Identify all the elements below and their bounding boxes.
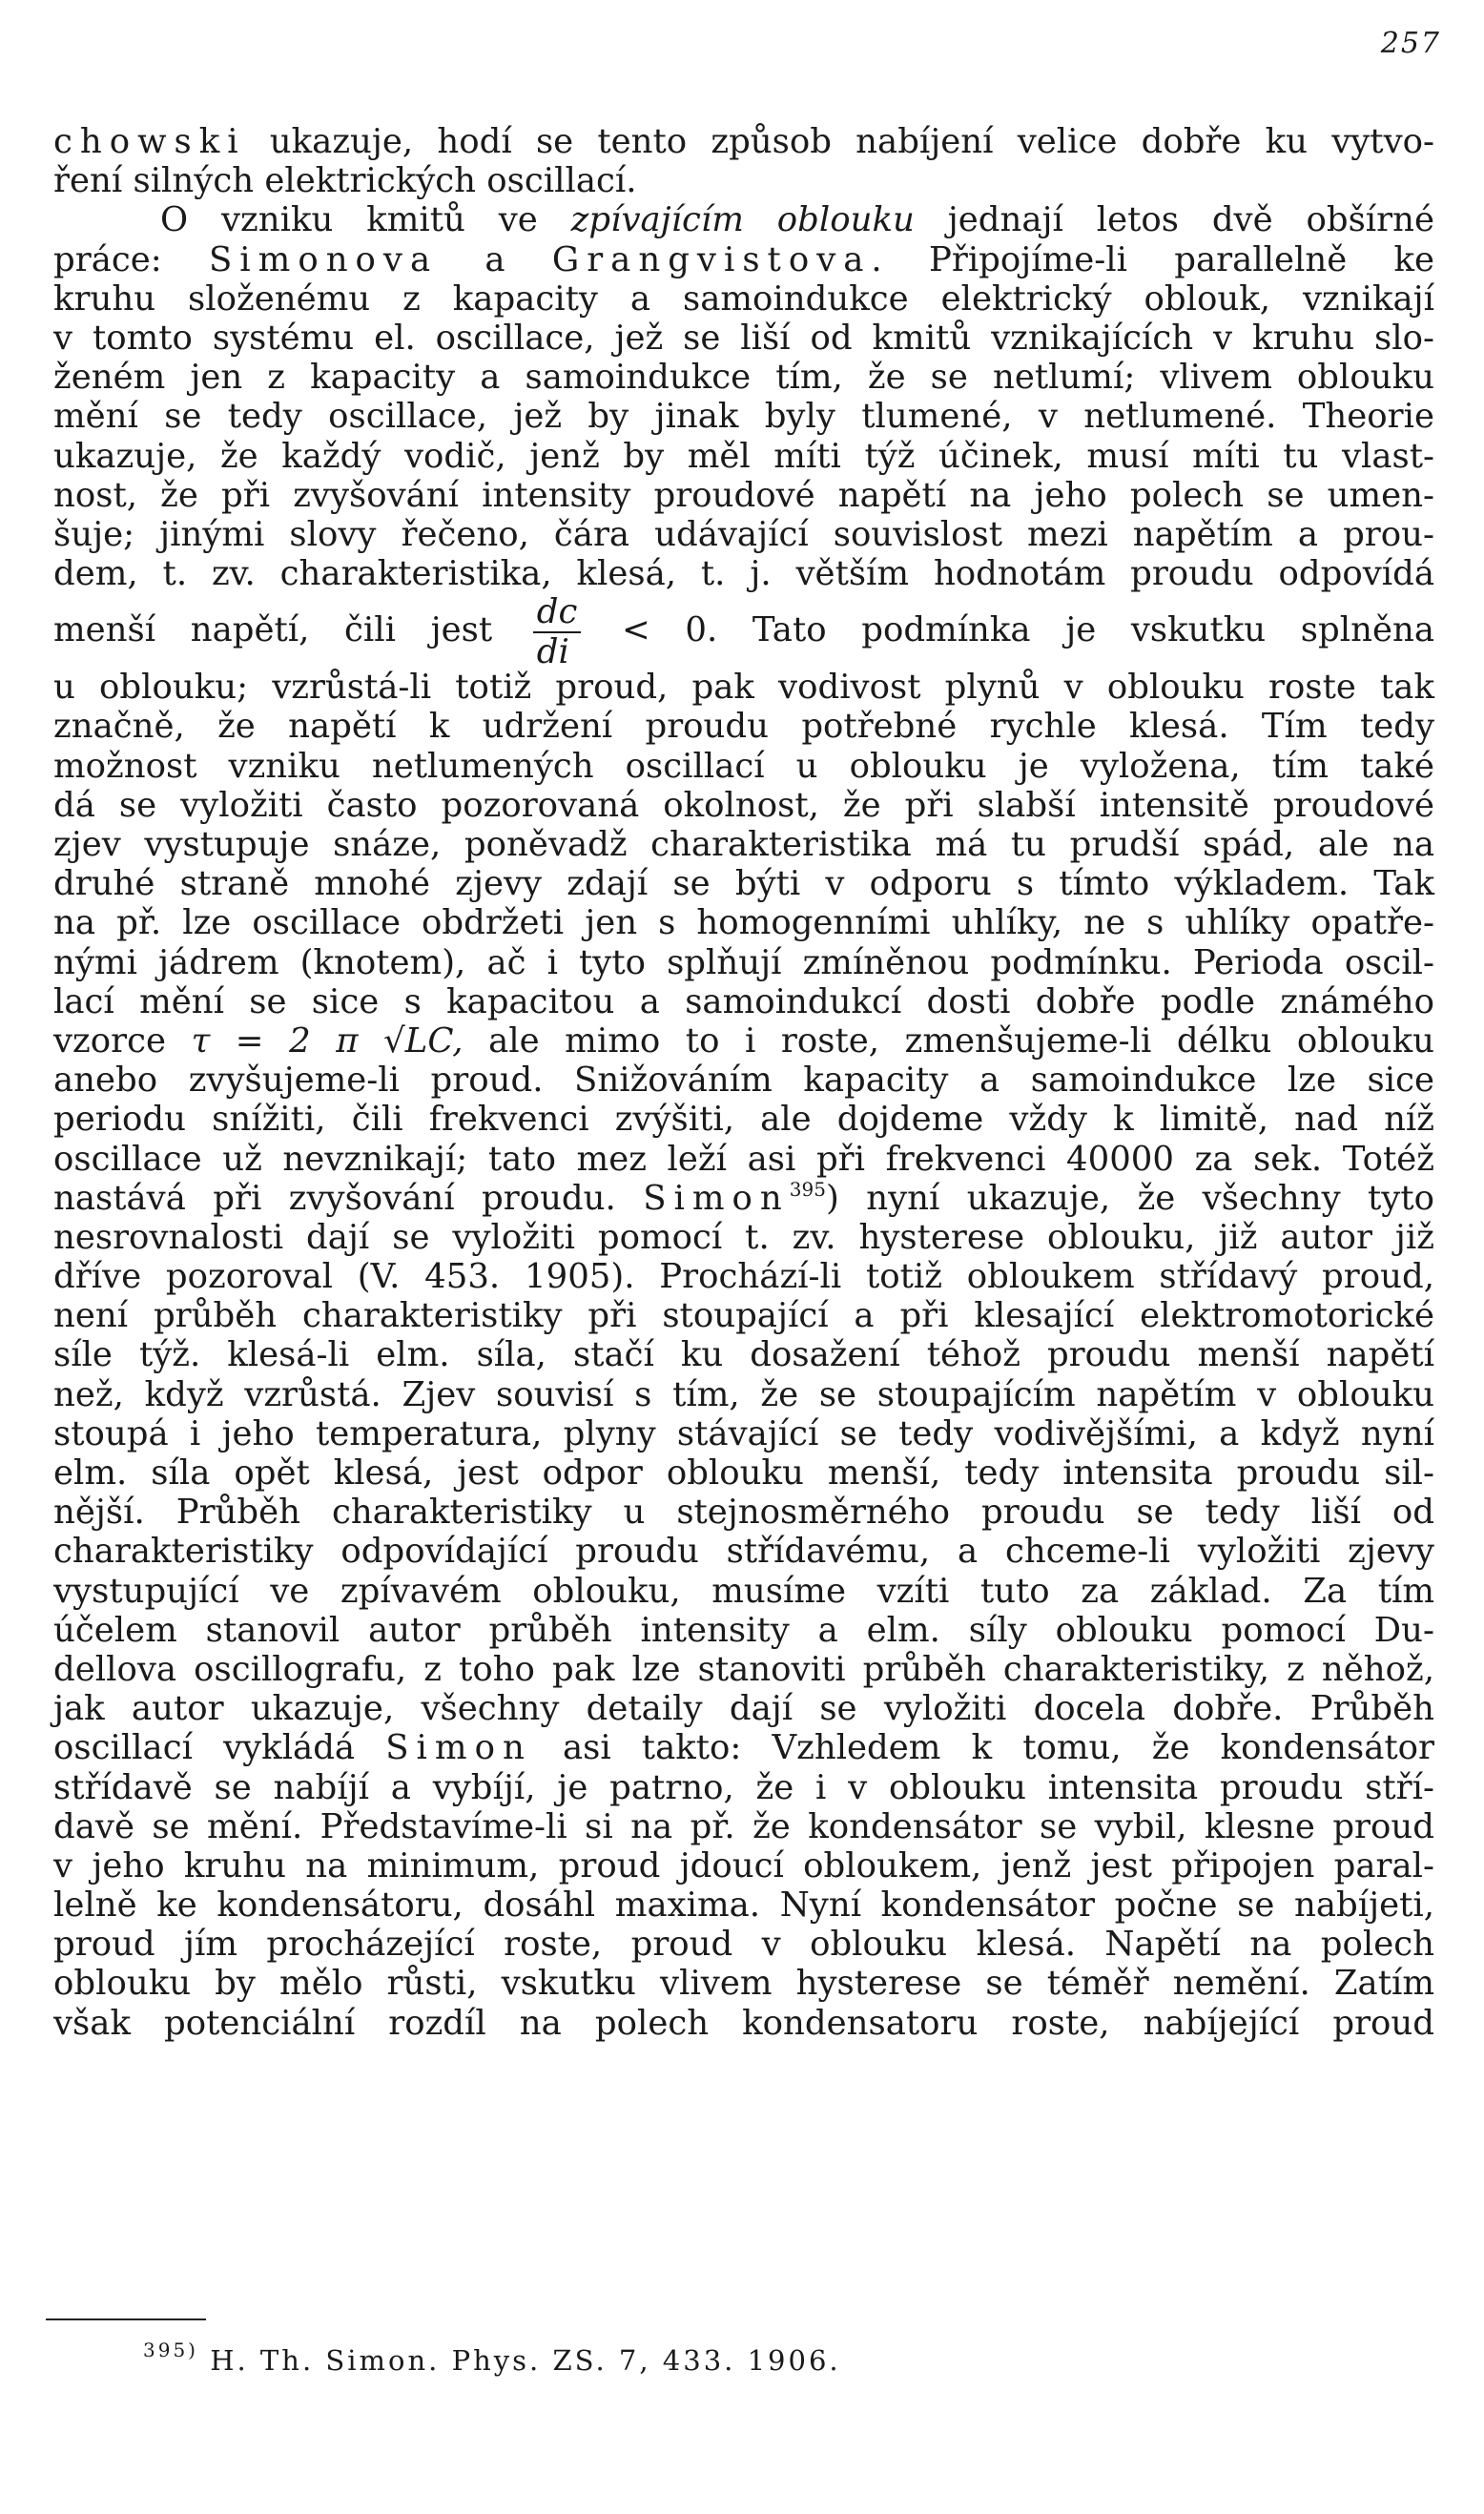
text-line: ukazuje, že každý vodič, jenž by měl míti týž účinek, musí míti tu vlast- — [53, 436, 1434, 476]
italic-term: zpívajícím oblouku — [570, 200, 915, 240]
text-line: střídavě se nabíjí a vybíjí, je patrno, že i v oblouku intensita proudu stří- — [53, 1767, 1434, 1807]
text-line: druhé straně mnohé zjevy zdají se býti v odporu s tímto výkladem. Tak — [53, 864, 1434, 904]
text-line: proud jím procházející roste, proud v oblouku klesá. Napětí na polech — [53, 1925, 1434, 1965]
text-line: oscillací vykládá Simon asi takto: Vzhledem k tomu, že kondensátor — [53, 1728, 1434, 1768]
text-line: charakteristiky odpovídající proudu střídavému, a chceme-li vyložiti zjevy — [53, 1532, 1434, 1572]
text-line-with-fraction: menší napětí, čili jest $\frac{dc}{di}$ < 0. Tato podmínka je vskutku splněna — [53, 592, 1434, 671]
footnote-marker: 395) — [143, 2339, 198, 2361]
text-line: v jeho kruhu na minimum, proud jdoucí obloukem, jenž jest připojen paral- — [53, 1845, 1434, 1886]
text-line: anebo zvyšujeme-li proud. Snižováním kapacity a samoindukce lze sice — [53, 1061, 1434, 1101]
text-line: síle týž. klesá-li elm. síla, stačí ku dosažení téhož proudu menší napětí — [53, 1335, 1434, 1375]
text-line: stoupá i jeho temperatura, plyny stávající se tedy vodivějšími, a když nyní — [53, 1413, 1434, 1453]
fraction-dc-di: $\frac{dc}{di}$ — [533, 595, 582, 669]
text-line: lací mění se sice s kapacitou a samoindukcí dosti dobře podle známého — [53, 981, 1434, 1021]
text-line: nější. Průběh charakteristiky u stejnosměrného proudu se tedy liší od — [53, 1493, 1434, 1533]
text-line: práce: Simonova a Grangvistova. Připojíme-li parallelně ke — [53, 239, 1435, 279]
footnote-text: H. Th. Simon. Phys. ZS. 7, 433. 1906. — [210, 2344, 841, 2377]
text-line: davě se mění. Představíme-li si na př. že kondensátor se vybil, klesne proud — [53, 1806, 1434, 1846]
text-line: lelně ke kondensátoru, dosáhl maxima. Nyní kondensátor počne se nabíjeti, — [53, 1886, 1434, 1926]
text-line: mění se tedy oscillace, jež by jinak byly tlumené, v netlumené. Theorie — [53, 397, 1434, 437]
period-formula: τ = 2 π √LC, — [191, 1020, 464, 1061]
body-text — [53, 122, 1434, 2043]
text-line: jak autor ukazuje, všechny detaily dají se vyložiti docela dobře. Průběh — [53, 1689, 1434, 1729]
text-line: ženém jen z kapacity a samoindukce tím, že se netlumí; vlivem oblouku — [53, 358, 1434, 398]
text-line: kruhu složenému z kapacity a samoindukce elektrický oblouk, vznikají — [53, 278, 1434, 319]
text-line: nost, že při zvyšování intensity proudové napětí na jeho polech se umen- — [53, 475, 1434, 515]
text-line: O vzniku kmitů ve zpívajícím oblouku jednají letos dvě obšírné — [160, 200, 1434, 240]
text-line-with-formula: vzorce τ = 2 π √LC, ale mimo to i roste, zmenšujeme-li délku oblouku — [53, 1020, 1434, 1061]
text-line: není průběh charakteristiky při stoupající a při klesající elektromotorické — [53, 1296, 1434, 1336]
text-line: zjev vystupuje snáze, poněvadž charakteristika má tu prudší spád, ale na — [53, 825, 1434, 864]
text-line: u oblouku; vzrůstá-li totiž proud, pak vodivost plynů v oblouku roste tak — [53, 668, 1434, 708]
text-line: dříve pozoroval (V. 453. 1905). Prochází-li totiž obloukem střídavý proud, — [53, 1257, 1434, 1297]
text-line: nastává při zvyšování proudu. Simon$^{395}$) nyní ukazuje, že všechny tyto — [53, 1177, 1434, 1218]
text-line: dá se vyložiti často pozorovaná okolnost, že při slabší intensitě proudové — [53, 785, 1434, 825]
text-line: dellova oscillografu, z toho pak lze stanoviti průběh charakteristiky, z něhož, — [53, 1649, 1434, 1689]
text-line: nými jádrem (knotem), ač i tyto splňují zmíněnou podmínku. Perioda oscil- — [53, 942, 1434, 982]
text-line: účelem stanovil autor průběh intensity a elm. síly oblouku pomocí Du- — [53, 1610, 1434, 1650]
text-line: dem, t. zv. charakteristika, klesá, t. j. větším hodnotám proudu odpovídá — [53, 554, 1434, 594]
text-line: však potenciální rozdíl na polech kondensatoru roste, nabíjející proud — [53, 2003, 1434, 2043]
text-line: ření silných elektrických oscillací. — [53, 161, 637, 201]
text-line: periodu snížiti, čili frekvenci zvýšiti, ale dojdeme vždy k limitě, nad níž — [53, 1100, 1434, 1140]
text-line: oscillace už nevznikají; tato mez leží asi při frekvenci 40000 za sek. Totéž — [53, 1139, 1434, 1179]
text-line: než, když vzrůstá. Zjev souvisí s tím, že se stoupajícím napětím v oblouku — [53, 1374, 1434, 1414]
text-line: chowski ukazuje, hodí se tento způsob nabíjení velice dobře ku vytvo- — [53, 122, 1434, 161]
footnote-ref: 395 — [789, 1177, 826, 1201]
text-line: vystupující ve zpívavém oblouku, musíme vzíti tuto za základ. Za tím — [53, 1571, 1434, 1611]
footnote-divider — [46, 2318, 206, 2320]
text-line: v tomto systému el. oscillace, jež se liší od kmitů vznikajících v kruhu slo- — [53, 318, 1434, 358]
text-line: značně, že napětí k udržení proudu potřebné rychle klesá. Tím tedy — [53, 707, 1434, 747]
text-line: nesrovnalosti dají se vyložiti pomocí t. zv. hysterese oblouku, již autor již — [53, 1217, 1434, 1257]
footnote — [143, 2339, 841, 2377]
text-line: šuje; jinými slovy řečeno, čára udávající souvislost mezi napětím a prou- — [53, 514, 1434, 554]
text-line: oblouku by mělo růsti, vskutku vlivem hysterese se téměř nemění. Zatím — [53, 1964, 1434, 2004]
text-line: elm. síla opět klesá, jest odpor oblouku menší, tedy intensita proudu sil- — [53, 1453, 1434, 1493]
page-number: 257 — [1380, 27, 1441, 60]
text-line: na př. lze oscillace obdržeti jen s homogenními uhlíky, ne s uhlíky opatře- — [53, 903, 1434, 943]
text-line: možnost vzniku netlumených oscillací u oblouku je vyložena, tím také — [53, 746, 1434, 786]
